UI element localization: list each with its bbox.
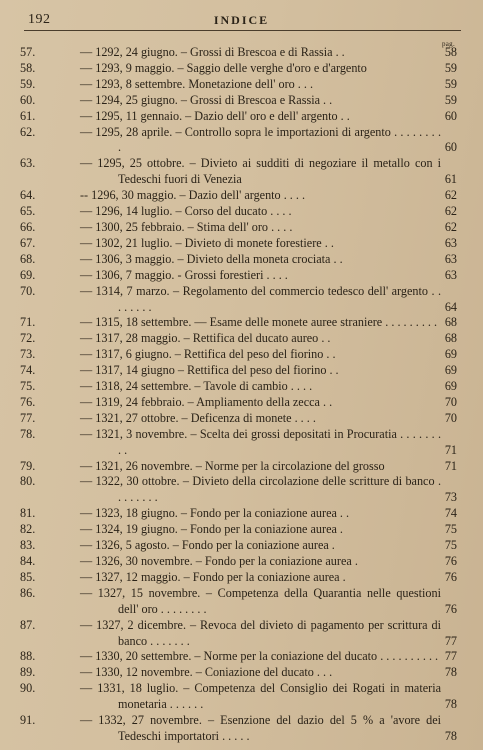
entry-text: — 1323, 18 giugno. – Fondo per la coniazione aurea . . — [80, 506, 350, 521]
index-entry — [0, 315, 483, 331]
entry-page-number: 62 — [444, 188, 457, 203]
entry-number: 72. — [20, 331, 36, 346]
entry-page-number: 58 — [444, 45, 457, 59]
entry-page-number: 59 — [444, 92, 457, 107]
entry-page-number: 62 — [444, 204, 457, 219]
index-entries — [0, 45, 483, 745]
entry-number: 59. — [20, 76, 36, 91]
entry-page-number: 69 — [444, 379, 457, 394]
index-entry — [0, 586, 483, 618]
index-entry — [0, 331, 483, 347]
index-entry — [0, 93, 483, 109]
page-header — [24, 10, 459, 32]
entry-page-number: 78 — [444, 728, 457, 743]
entry-page-number: 70 — [444, 410, 457, 425]
entry-page-number: 68 — [444, 331, 457, 346]
index-entry — [0, 220, 483, 236]
section-title: INDICE — [213, 13, 270, 27]
entry-text: — 1295, 11 gennaio. – Dazio dell' oro e dell' argento . . — [80, 108, 350, 123]
entry-number: 89. — [20, 665, 36, 680]
index-entry — [0, 618, 483, 650]
entry-page-number: 75 — [444, 522, 457, 537]
entry-text: — 1317, 28 maggio. – Rettifica del ducato aureo . . — [80, 331, 331, 346]
entry-text: — 1332, 27 novembre. – Esenzione del dazio del 5 % a 'avore dei Tedeschi importatori . . . . . — [80, 713, 441, 743]
entry-text: — 1302, 21 luglio. – Divieto di monete forestiere . . — [80, 235, 334, 250]
entry-page-number: 71 — [444, 442, 457, 457]
entry-text: — 1306, 3 maggio. – Divieto della moneta crociata . . — [80, 251, 343, 266]
index-entry — [0, 284, 483, 316]
entry-text: — 1295, 28 aprile. – Controllo sopra le importazioni di argento . . . . . . . . . — [80, 124, 441, 155]
entry-text: — 1324, 19 giugno. – Fondo per la coniazione aurea . — [80, 522, 343, 537]
entry-page-number: 59 — [444, 60, 457, 75]
entry-number: 81. — [20, 506, 36, 521]
entry-page-number: 61 — [444, 172, 457, 187]
entry-page-number: 64 — [444, 299, 457, 314]
entry-text: — 1321, 3 novembre. – Scelta dei grossi depositati in Procuratia . . . . . . . . . — [80, 426, 441, 457]
entry-number: 61. — [20, 108, 36, 123]
index-entry — [0, 204, 483, 220]
entry-text: — 1331, 18 luglio. – Competenza del Consiglio dei Rogati in materia monetaria . . . . . . — [80, 681, 441, 712]
entry-page-number: 63 — [444, 235, 457, 250]
entry-page-number: 69 — [444, 347, 457, 362]
entry-number: 91. — [20, 713, 36, 728]
entry-page-number: 78 — [444, 697, 457, 712]
entry-text: — 1327, 2 dicembre. – Revoca del divieto di pagamento per scrittura di banco . . . . . . . — [80, 617, 441, 648]
entry-text: — 1293, 8 settembre. Monetazione dell' oro . . . — [80, 76, 314, 91]
entry-page-number: 60 — [444, 140, 457, 155]
index-entry — [0, 347, 483, 363]
entry-page-number: 77 — [444, 649, 457, 664]
entry-text: — 1326, 5 agosto. – Fondo per la coniazione aurea . — [80, 538, 335, 553]
index-entry — [0, 649, 483, 665]
entry-number: 64. — [20, 188, 36, 203]
entry-page-number: 73 — [444, 490, 457, 505]
entry-text: — 1317, 6 giugno. – Rettifica del peso del fiorino . . — [80, 347, 336, 362]
entry-number: 77. — [20, 410, 36, 425]
entry-text: — 1295, 25 ottobre. – Divieto ai sudditi di negoziare il metallo con i Tedeschi fuori di Venezia — [80, 156, 441, 187]
entry-page-number: 77 — [444, 633, 457, 648]
entry-text: — 1317, 14 giugno – Rettifica del peso del fiorino . . — [80, 363, 339, 378]
entry-number: 90. — [20, 681, 36, 696]
entry-text: — 1294, 25 giugno. – Grossi di Brescoa e Rassia . . — [80, 92, 333, 107]
index-entry — [0, 268, 483, 284]
entry-number: 71. — [20, 315, 36, 330]
entry-page-number: 78 — [444, 665, 457, 680]
entry-text: -- 1296, 30 maggio. – Dazio dell' argento . . . . — [80, 188, 306, 203]
entry-number: 63. — [20, 156, 36, 171]
entry-number: 83. — [20, 538, 36, 553]
index-entry — [0, 538, 483, 554]
index-entry — [0, 713, 483, 745]
entry-number: 88. — [20, 649, 36, 664]
entry-number: 74. — [20, 363, 36, 378]
entry-page-number: 76 — [444, 601, 457, 616]
entry-number: 62. — [20, 124, 36, 139]
entry-number: 58. — [20, 60, 36, 75]
entry-number: 82. — [20, 522, 36, 537]
entry-text: — 1326, 30 novembre. – Fondo per la coniazione aurea . — [80, 554, 358, 568]
page-column-label: pag. — [441, 40, 455, 48]
index-entry — [0, 363, 483, 379]
entry-page-number: 62 — [444, 219, 457, 234]
index-entry — [0, 156, 483, 188]
index-entry — [0, 125, 483, 157]
entry-number: 73. — [20, 347, 36, 362]
entry-text: — 1321, 26 novembre. – Norme per la circolazione del grosso — [80, 458, 385, 473]
entry-text: — 1327, 12 maggio. – Fondo per la coniazione aurea . — [80, 569, 346, 584]
entry-number: 69. — [20, 267, 36, 282]
entry-page-number: 63 — [444, 251, 457, 266]
entry-text: — 1293, 9 maggio. – Saggio delle verghe d'oro e d'argento — [80, 60, 367, 75]
entry-text: — 1330, 12 novembre. – Coniazione del ducato . . . — [80, 665, 333, 680]
entry-number: 57. — [20, 45, 36, 59]
entry-number: 70. — [20, 283, 36, 298]
entry-number: 60. — [20, 92, 36, 107]
index-entry — [0, 522, 483, 538]
entry-page-number: 70 — [444, 394, 457, 409]
entry-number: 76. — [20, 394, 36, 409]
entry-text: — 1322, 30 ottobre. – Divieto della circolazione delle scritture di banco . . . . . . . . — [80, 474, 441, 505]
index-entry — [0, 109, 483, 125]
entry-text: — 1318, 24 settembre. – Tavole di cambio . . . . — [80, 379, 313, 394]
entry-page-number: 59 — [444, 76, 457, 91]
entry-number: 80. — [20, 474, 36, 489]
entry-number: 86. — [20, 585, 36, 600]
entry-text: — 1314, 7 marzo. – Regolamento del commercio tedesco dell' argento . . . . . . . . — [80, 283, 441, 314]
entry-page-number: 68 — [444, 315, 457, 330]
entry-number: 67. — [20, 235, 36, 250]
entry-page-number: 69 — [444, 363, 457, 378]
header-rule — [24, 30, 461, 31]
index-entry — [0, 665, 483, 681]
index-entry — [0, 77, 483, 93]
entry-text: — 1330, 20 settembre. – Norme per la coniazione del ducato . . . . . . . . . . — [80, 649, 439, 664]
entry-text: — 1306, 7 maggio. - Grossi forestieri . . . . — [80, 267, 288, 282]
page-number: 192 — [28, 12, 51, 27]
entry-number: 85. — [20, 569, 36, 584]
index-entry — [0, 395, 483, 411]
entry-page-number: 63 — [444, 267, 457, 282]
entry-number: 79. — [20, 458, 36, 473]
index-entry — [0, 379, 483, 395]
entry-page-number: 76 — [444, 569, 457, 584]
entry-number: 84. — [20, 554, 36, 568]
index-entry — [0, 61, 483, 77]
entry-page-number: 74 — [444, 506, 457, 521]
index-entry — [0, 236, 483, 252]
entry-number: 87. — [20, 617, 36, 632]
entry-number: 68. — [20, 251, 36, 266]
index-entry — [0, 459, 483, 475]
entry-page-number: 60 — [444, 108, 457, 123]
index-entry — [0, 188, 483, 204]
entry-text: — 1315, 18 settembre. — Esame delle monete auree straniere . . . . . . . . . — [80, 315, 438, 330]
entry-text: — 1327, 15 novembre. – Competenza della Quarantia nelle questioni dell' oro . . . . . . . . — [80, 585, 441, 616]
entry-text: — 1296, 14 luglio. – Corso del ducato . . . . — [80, 204, 292, 219]
entry-page-number: 76 — [444, 554, 457, 568]
index-entry — [0, 506, 483, 522]
index-entry — [0, 681, 483, 713]
entry-number: 78. — [20, 426, 36, 441]
entry-text: — 1321, 27 ottobre. – Deficenza di monete . . . . — [80, 410, 316, 425]
index-entry — [0, 570, 483, 586]
entry-text: — 1319, 24 febbraio. – Ampliamento della zecca . . — [80, 394, 333, 409]
index-entry — [0, 252, 483, 268]
entry-number: 75. — [20, 379, 36, 394]
entry-text: — 1292, 24 giugno. – Grossi di Brescoa e di Rassia . . — [80, 45, 345, 59]
index-entry — [0, 474, 483, 506]
index-entry — [0, 427, 483, 459]
entry-page-number: 75 — [444, 538, 457, 553]
entry-number: 66. — [20, 219, 36, 234]
entry-text: — 1300, 25 febbraio. – Stima dell' oro . . . . — [80, 219, 293, 234]
entry-number: 65. — [20, 204, 36, 219]
index-entry — [0, 45, 483, 61]
index-entry — [0, 554, 483, 570]
index-entry — [0, 411, 483, 427]
entry-page-number: 71 — [444, 458, 457, 473]
